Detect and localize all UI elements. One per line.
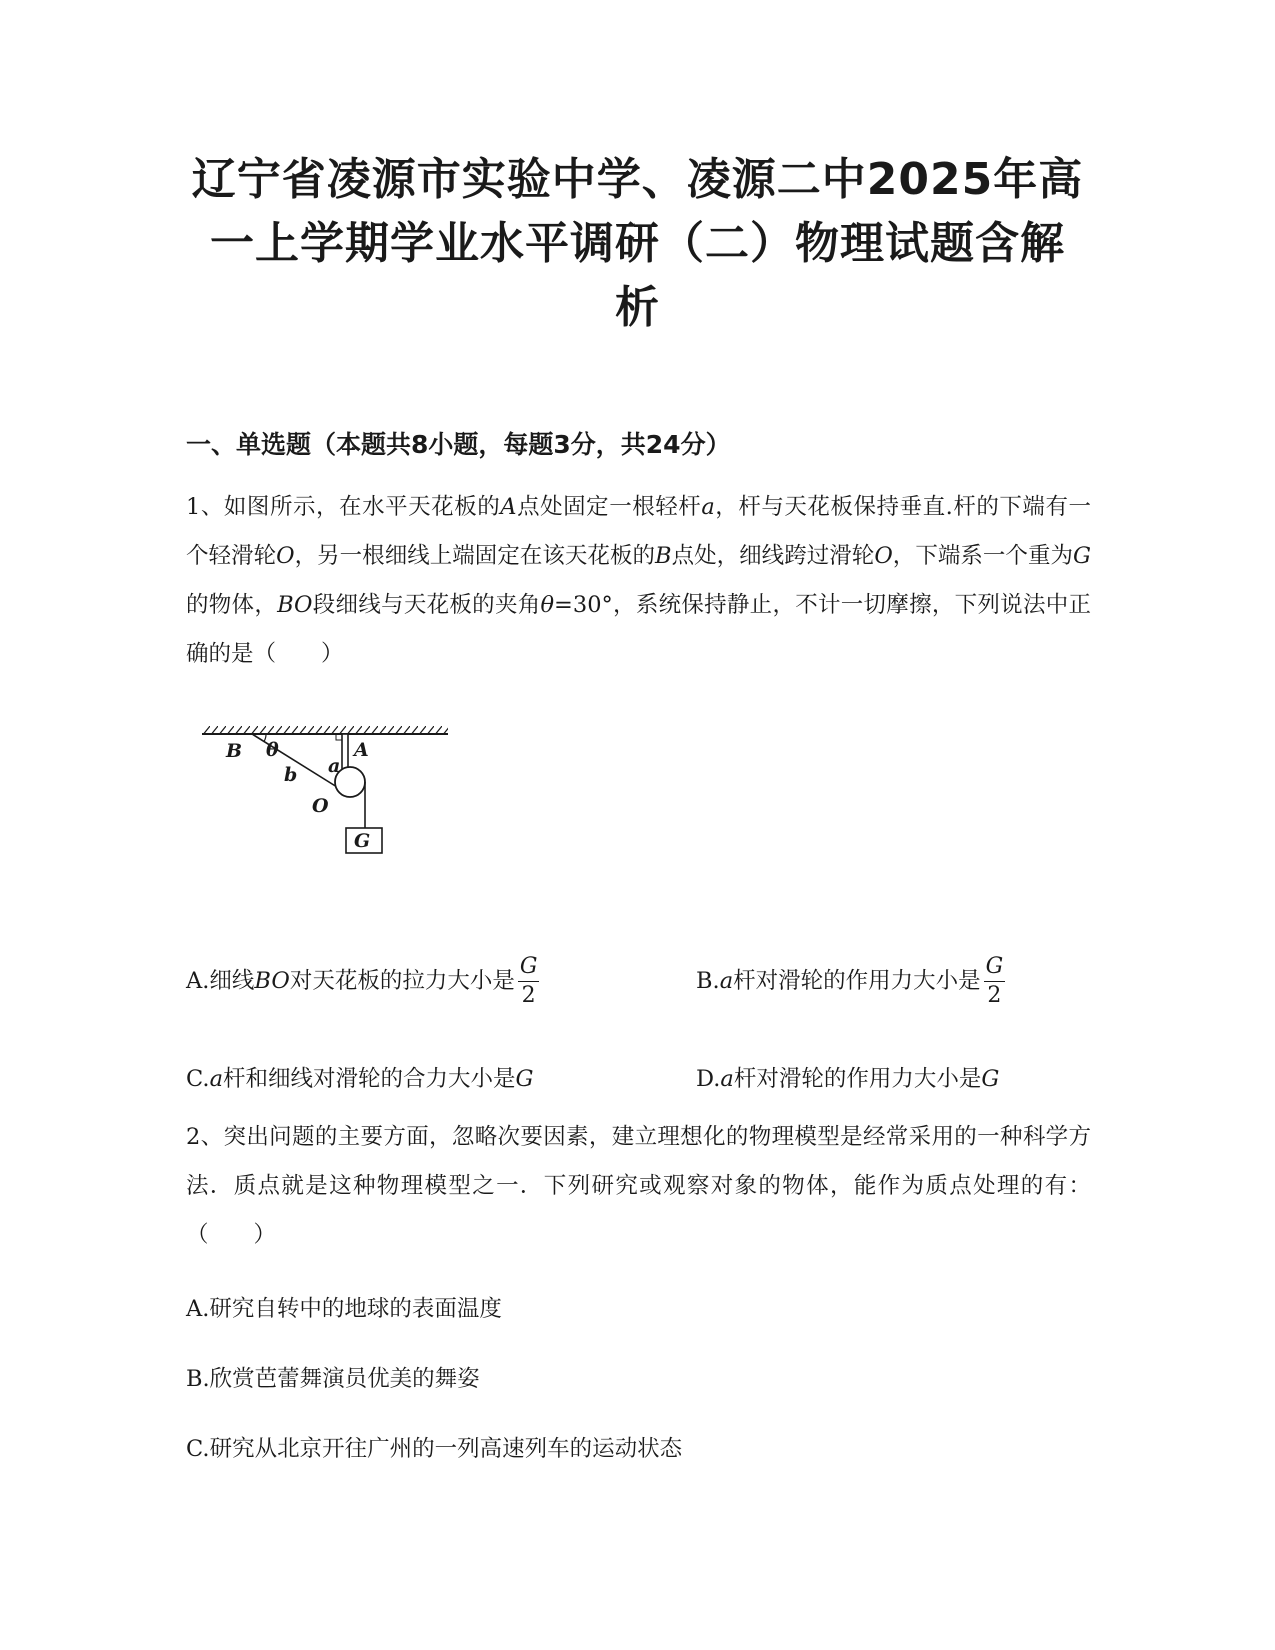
q1-text: 点处，细线跨过滑轮 — [671, 543, 875, 569]
label-a-point: A — [354, 739, 369, 761]
label-b-point: B — [226, 740, 243, 762]
q1-text: 点处固定一根轻杆 — [516, 494, 702, 520]
q1-text: 段细线与天花板的夹角 — [312, 592, 541, 618]
label-g-weight: G — [354, 830, 371, 852]
option-var: a — [719, 968, 734, 994]
q1-var: BO — [277, 592, 313, 618]
title-line-2: 一上学期学业水平调研（二）物理试题含解 — [210, 218, 1065, 269]
fraction — [984, 954, 1006, 1010]
q1-var: G — [1073, 543, 1091, 569]
document-title — [160, 148, 1115, 340]
option-text: 杆对滑轮的作用力大小是 — [733, 1066, 982, 1092]
option-var: a — [720, 1066, 734, 1092]
q1-var: O — [276, 543, 295, 569]
option-text: 杆对滑轮的作用力大小是 — [733, 968, 981, 994]
fraction-numerator: G — [518, 954, 540, 982]
q1-option-d — [696, 1064, 999, 1094]
fraction-denominator: 2 — [521, 983, 536, 1008]
title-line-1: 辽宁省凌源市实验中学、凌源二中2025年高 — [191, 154, 1084, 205]
q1-text: 的物体， — [186, 592, 278, 618]
q1-text: ，下端系一个重为 — [892, 543, 1073, 569]
q1-option-a — [186, 954, 539, 1010]
label-theta: θ — [266, 739, 279, 761]
fraction-denominator: 2 — [987, 983, 1002, 1008]
option-prefix: A.细线 — [186, 968, 255, 994]
option-var: BO — [254, 968, 290, 994]
section-heading: 一、单选题（本题共8小题，每题3分，共24分） — [186, 430, 731, 459]
option-text: 杆和细线对滑轮的合力大小是 — [223, 1066, 516, 1092]
q1-var: A — [500, 494, 517, 520]
q1-text: ，另一根细线上端固定在该天花板的 — [294, 543, 655, 569]
q2-option-b: B.欣赏芭蕾舞演员优美的舞姿 — [186, 1366, 480, 1392]
option-prefix: B. — [696, 968, 720, 994]
label-a-rod: a — [328, 755, 341, 777]
q1-text: 1、如图所示，在水平天花板的 — [186, 494, 501, 520]
q2-option-a: A.研究自转中的地球的表面温度 — [186, 1296, 502, 1322]
label-o-pulley: O — [312, 795, 329, 817]
q1-var: θ — [540, 592, 555, 618]
option-value: G — [515, 1066, 534, 1092]
label-b-string: b — [284, 764, 298, 786]
title-line-3: 析 — [615, 282, 660, 333]
q1-text: =30°，系统保持静止，不计一切摩擦，下列说法中正确的是（ ） — [186, 592, 1091, 667]
fraction-numerator: G — [984, 954, 1006, 982]
ceiling — [202, 726, 448, 734]
q2-option-c: C.研究从北京开往广州的一列高速列车的运动状态 — [186, 1436, 683, 1462]
q1-option-b — [696, 954, 1005, 1010]
q1-var: O — [874, 543, 893, 569]
option-text: 对天花板的拉力大小是 — [289, 968, 515, 994]
q1-text: ，杆与天花板保持垂直.杆的下端有一个轻滑轮 — [186, 494, 1091, 569]
question-1-stem — [186, 483, 1091, 679]
fraction — [518, 954, 540, 1010]
option-prefix: D. — [696, 1066, 721, 1092]
option-value: G — [981, 1066, 1000, 1092]
q1-option-c — [186, 1064, 534, 1094]
question-2-stem: 2、突出问题的主要方面，忽略次要因素，建立理想化的物理模型是经常采用的一种科学方法．质点就是这种物理模型之一．下列研究或观察对象的物体，能作为质点处理的有：（ ） — [186, 1124, 1091, 1248]
q1-var: B — [655, 543, 672, 569]
q1-var: a — [701, 494, 715, 520]
pulley-diagram — [202, 726, 472, 906]
option-var: a — [209, 1066, 223, 1092]
option-prefix: C. — [186, 1066, 210, 1092]
